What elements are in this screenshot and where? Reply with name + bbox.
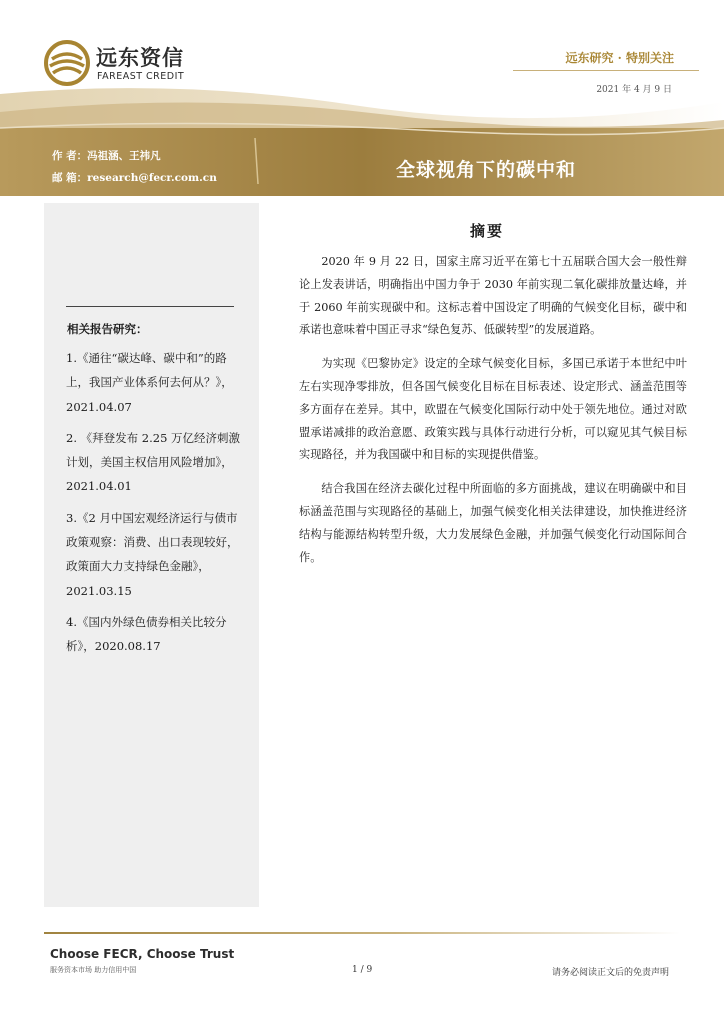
related-reports-list — [66, 346, 242, 666]
logo-english-name: FAREAST CREDIT — [97, 71, 185, 82]
related-reports-heading: 相关报告研究： — [67, 322, 148, 336]
page-number: 1 / 9 — [352, 965, 373, 975]
report-series-label: 远东研究 · 特别关注 — [565, 51, 674, 65]
abstract-paragraph: 为实现《巴黎协定》设定的全球气候变化目标，多国已承诺于本世纪中叶左右实现净零排放，但各国气候变化目标在目标表述、设定形式、涵盖范围等多方面存在差异。其中，欧盟在气候变化国际行动中处于领先地位。通过对欧盟承诺减排的政治意愿、政策实践与具体行动进行分析，可以窥见其气候目标实现路径，并为我国碳中和目标的实现提供借鉴。 — [299, 357, 687, 462]
footer-slogan: Choose FECR, Choose Trust — [50, 947, 235, 961]
disclaimer-note: 请务必阅读正文后的免责声明 — [551, 968, 669, 978]
related-report-item[interactable]: 1.《通往“碳达峰、碳中和”的路上，我国产业体系何去何从？》，2021.04.07 — [66, 351, 233, 414]
email-line[interactable]: 邮 箱：research@fecr.com.cn — [52, 172, 217, 184]
related-report-item[interactable]: 3.《2 月中国宏观经济运行与债市政策观察：消费、出口表现较好，政策面大力支持绿色金融》，2021.03.15 — [66, 510, 239, 598]
publication-date: 2021 年 4 月 9 日 — [596, 85, 672, 95]
footer-tagline: 服务资本市场 助力信用中国 — [50, 966, 137, 974]
company-logo — [44, 40, 204, 90]
related-report-item[interactable]: 4.《国内外绿色债券相关比较分析》，2020.08.17 — [66, 614, 227, 654]
abstract-heading: 摘要 — [470, 222, 505, 240]
footer-divider — [44, 932, 680, 934]
abstract-paragraph: 2020 年 9 月 22 日，国家主席习近平在第七十五届联合国大会一般性辩论上发表讲话，明确指出中国力争于 2030 年前实现二氧化碳排放量达峰，并于 2060 年前实现碳中和。这标志着中国设定了明确的气候变化目标，碳中和承诺也意味着中国正寻求“绿色复苏、低碳转型”的发展道路。 — [299, 255, 687, 337]
author-line: 作 者：冯祖涵、王祎凡 — [52, 150, 161, 162]
fareast-logo-icon — [44, 40, 90, 86]
header-divider — [513, 70, 699, 71]
report-title: 全球视角下的碳中和 — [396, 159, 577, 181]
logo-chinese-name: 远东资信 — [96, 46, 184, 70]
abstract-paragraph: 结合我国在经济去碳化过程中所面临的多方面挑战，建议在明确碳中和目标涵盖范围与实现路径的基础上，加强气候变化相关法律建设，加快推进经济结构与能源结构转型升级，大力发展绿色金融，并加强气候变化行动国际间合作。 — [299, 482, 687, 564]
sidebar-divider — [66, 306, 234, 307]
abstract-body — [299, 251, 687, 580]
related-report-item[interactable]: 2. 《拜登发布 2.25 万亿经济刺激计划，美国主权信用风险增加》，2021.04.01 — [66, 430, 241, 494]
